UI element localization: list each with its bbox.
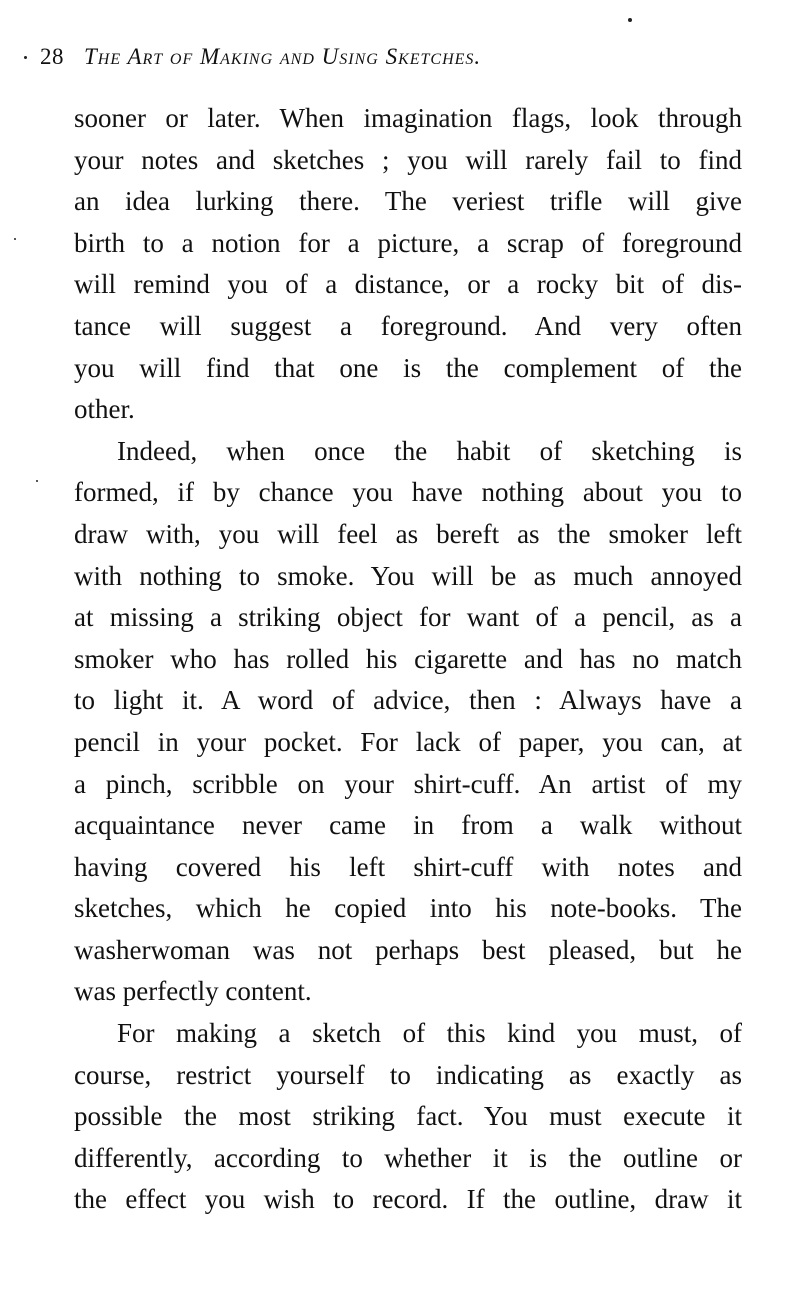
text-line: will remind you of a distance, or a rocky bit of dis- [74, 269, 742, 300]
text-line: to light it. A word of advice, then : Always have a [74, 685, 742, 716]
text-line: a pinch, scribble on your shirt-cuff. An artist of my [74, 768, 742, 799]
text-line: an idea lurking there. The veriest trifle will give [74, 186, 742, 217]
text-line: at missing a striking object for want of a pencil, as a [74, 602, 742, 633]
text-line: draw with, you will feel as bereft as the smoker left [74, 518, 742, 549]
text-line: other. [74, 394, 135, 425]
text-line: birth to a notion for a picture, a scrap of foreground [74, 227, 742, 258]
text-line: pencil in your pocket. For lack of paper, you can, at [74, 726, 742, 757]
text-line: your notes and sketches ; you will rarely fail to find [74, 144, 742, 175]
text-line: sketches, which he copied into his note-books. The [74, 893, 742, 924]
text-line: with nothing to smoke. You will be as much annoyed [74, 560, 742, 591]
text-line: washerwoman was not perhaps best pleased, but he [74, 934, 742, 965]
text-line: tance will suggest a foreground. And very often [74, 310, 742, 341]
text-line: was perfectly content. [74, 976, 312, 1007]
print-speck [628, 18, 632, 22]
text-line: For making a sketch of this kind you must, of [117, 1018, 742, 1049]
text-line: you will find that one is the complement of the [74, 352, 742, 383]
print-speck [24, 56, 27, 59]
print-speck [14, 238, 16, 240]
text-line: having covered his left shirt-cuff with notes and [74, 851, 742, 882]
running-title: The Art of Making and Using Sketches. [84, 44, 482, 69]
running-head [40, 44, 740, 70]
text-line: differently, according to whether it is the outline or [74, 1142, 742, 1173]
text-line: sooner or later. When imagination flags, look through [74, 103, 742, 133]
text-line: smoker who has rolled his cigarette and has no match [74, 643, 742, 674]
text-line: formed, if by chance you have nothing about you to [74, 477, 742, 508]
text-line: possible the most striking fact. You must execute it [74, 1101, 742, 1132]
text-line: acquaintance never came in from a walk without [74, 810, 742, 841]
text-line: the effect you wish to record. If the outline, draw it [74, 1184, 742, 1215]
text-line: Indeed, when once the habit of sketching is [117, 435, 742, 466]
body-text [74, 98, 742, 1221]
text-line: course, restrict yourself to indicating as exactly as [74, 1059, 742, 1090]
print-speck [36, 480, 38, 482]
page-number: 28 [40, 44, 64, 69]
